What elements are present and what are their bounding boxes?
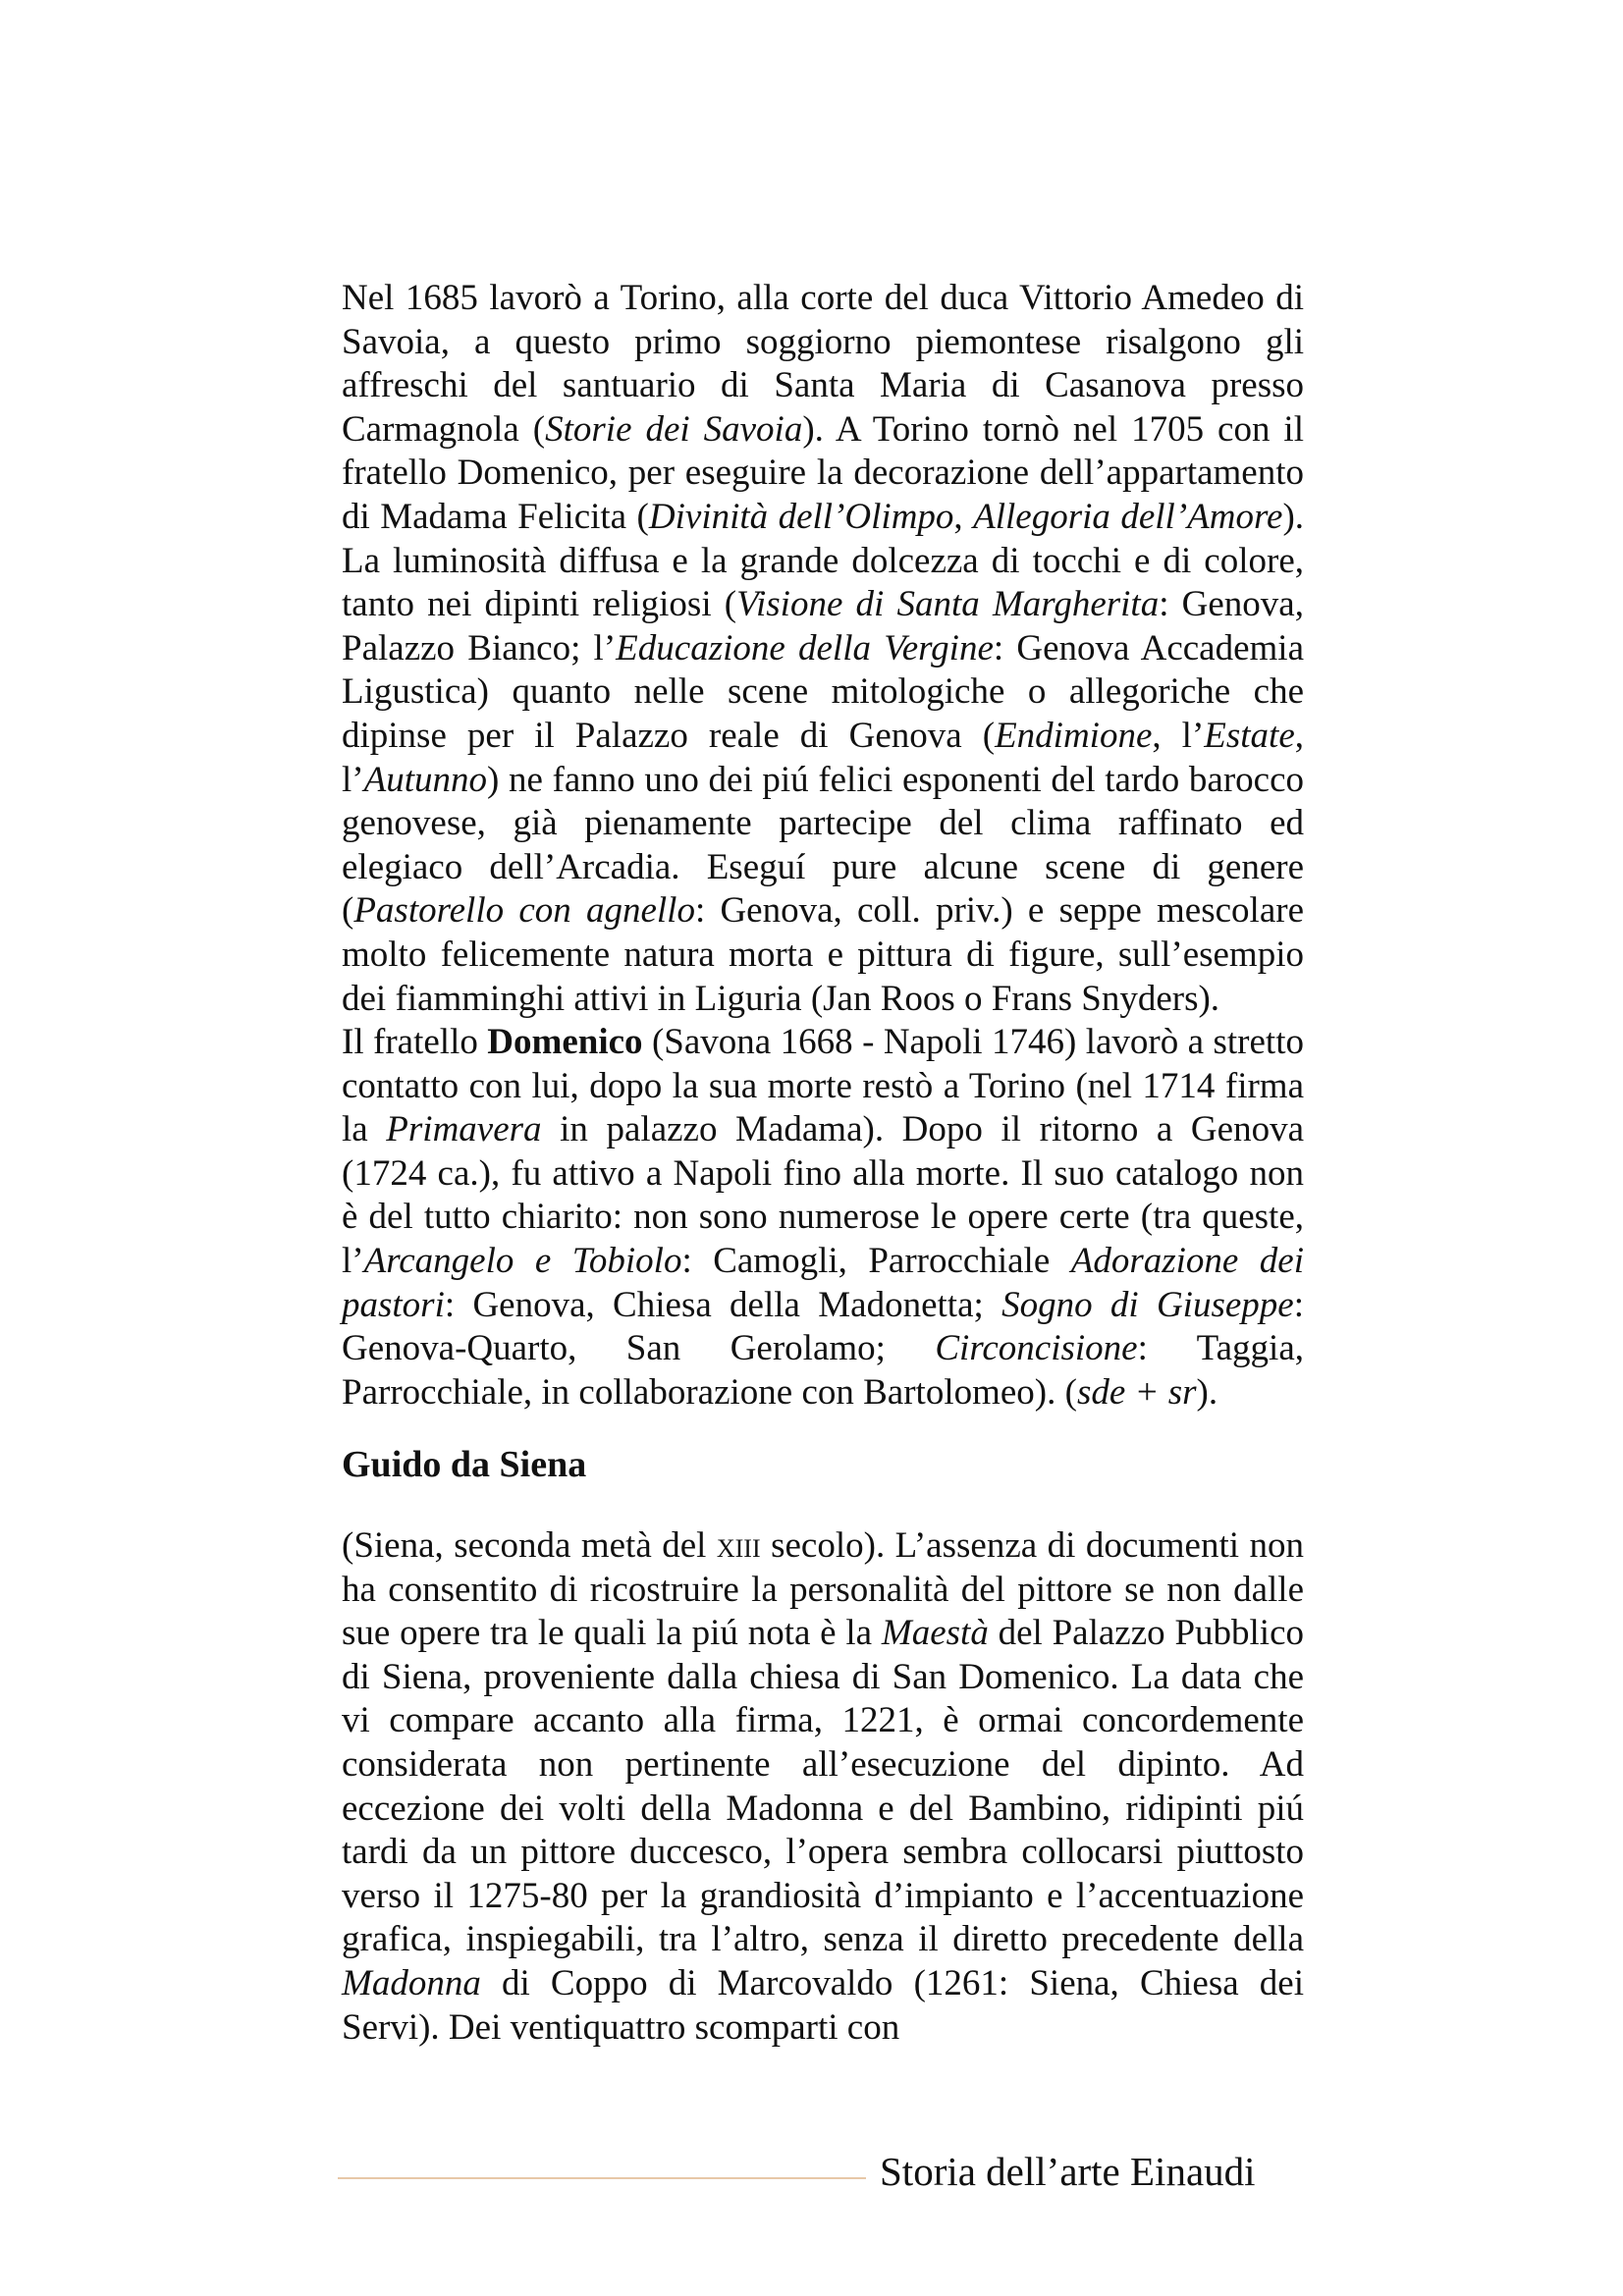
text-run: di Coppo di Marcovaldo (1261: Siena, Chiesa dei Servi). Dei ventiquattro scomparti con bbox=[342, 1962, 1304, 2048]
entry-heading: Guido da Siena bbox=[342, 1444, 587, 1486]
text-run: Il fratello bbox=[342, 1022, 488, 1063]
text-run: : Genova Accademia Ligustica) quanto nelle scene mitologiche o allegoriche che dipinse per il Palazzo reale di Genova ( bbox=[342, 627, 1305, 756]
text-run: , l’ bbox=[1152, 715, 1205, 756]
text-run: : Camogli, Parrocchiale bbox=[681, 1241, 1071, 1282]
artwork-title: Allegoria dell’Amore bbox=[973, 496, 1283, 537]
text-run: : Taggia, Parrocchiale, in collaborazione con Bartolomeo). ( bbox=[342, 1328, 1304, 1413]
artwork-title: Arcangelo e Tobiolo bbox=[363, 1241, 682, 1282]
text-run: : Genova, coll. priv.) e seppe mescolare molto felicemente natura morta e pittura di figure, sull’esempio dei fiamminghi attivi in Liguria (Jan Roos o Frans Snyders). bbox=[342, 890, 1305, 1019]
text-run: : Genova, Chiesa della Madonetta; bbox=[444, 1284, 1002, 1325]
paragraph-domenico bbox=[342, 1021, 1304, 1415]
person-name: Domenico bbox=[487, 1022, 643, 1063]
artwork-title: Maestà bbox=[881, 1613, 989, 1654]
author-initials: sde + sr bbox=[1076, 1371, 1197, 1413]
artwork-title: Circoncisione bbox=[935, 1328, 1138, 1369]
artwork-title: Divinità dell’Olimpo bbox=[648, 496, 954, 537]
text-run: ). bbox=[1196, 1371, 1218, 1413]
text-run: (Savona 1668 - Napoli 1746) lavorò a stretto contatto con lui, dopo la sua morte restò a Torino (nel 1714 firma la bbox=[342, 1022, 1304, 1150]
paragraph-guido-da-siena bbox=[342, 1524, 1304, 2050]
text-run: Nel 1685 lavorò a Torino, alla corte del duca Vittorio Amedeo di Savoia, a questo primo soggiorno piemontese risalgono gli affreschi del santuario di Santa Maria di Casanova presso Carmagnola ( bbox=[342, 278, 1304, 450]
artwork-title: Autunno bbox=[363, 759, 487, 800]
text-run: ) ne fanno uno dei piú felici esponenti del tardo barocco genovese, già pienamente partecipe del clima raffinato ed elegiaco dell’Arcadia. Eseguí pure alcune scene di genere ( bbox=[342, 759, 1304, 932]
text-run: : Genova, Palazzo Bianco; l’ bbox=[342, 584, 1304, 668]
text-run: secolo). L’assenza di documenti non ha consentito di ricostruire la personalità del pittore se non dalle sue opere tra le quali la piú nota è la bbox=[342, 1524, 1304, 1654]
text-run: (Siena, seconda metà del bbox=[342, 1524, 717, 1566]
artwork-title: Adorazione dei pastori bbox=[342, 1241, 1304, 1325]
text-run: in palazzo Madama). Dopo il ritorno a Genova (1724 ca.), fu attivo a Napoli fino alla morte. Il suo catalogo non è del tutto chiarito: non sono numerose le opere certe (tra queste, l’ bbox=[342, 1109, 1304, 1282]
text-run: ). La luminosità diffusa e la grande dolcezza di tocchi e di colore, tanto nei dipinti religiosi ( bbox=[342, 496, 1305, 625]
artwork-title: Primavera bbox=[386, 1109, 542, 1150]
text-run: : Genova-Quarto, San Gerolamo; bbox=[342, 1284, 1304, 1369]
artwork-title: Madonna bbox=[342, 1962, 481, 2003]
artwork-title: Visione di Santa Margherita bbox=[736, 584, 1160, 625]
text-run: , bbox=[953, 496, 974, 537]
footer-title: Storia dell’arte Einaudi bbox=[880, 2149, 1256, 2194]
artwork-title: Storie dei Savoia bbox=[545, 408, 803, 450]
footer-rule bbox=[338, 2177, 866, 2179]
text-run: ). A Torino tornò nel 1705 con il fratello Domenico, per eseguire la decorazione dell’appartamento di Madama Felicita ( bbox=[342, 408, 1304, 537]
paragraph-gregorio-works bbox=[342, 277, 1304, 1021]
text-run: , l’ bbox=[342, 715, 1305, 800]
artwork-title: Pastorello con agnello bbox=[353, 890, 695, 932]
text-run: del Palazzo Pubblico di Siena, proveniente dalla chiesa di San Domenico. La data che vi compare accanto alla firma, 1221, è ormai concordemente considerata non pertinente all’esecuzione del dipinto. Ad eccezione dei volti della Madonna e del Bambino, ridipinti piú tardi da un pittore duccesco, l’opera sembra collocarsi piuttosto verso il 1275-80 per la grandiosità d’impianto e l’accentuazione grafica, inspiegabili, tra l’altro, senza il diretto precedente della bbox=[342, 1613, 1304, 1960]
artwork-title: Endimione bbox=[995, 715, 1153, 756]
artwork-title: Educazione della Vergine bbox=[616, 627, 994, 668]
century-numeral: xiii bbox=[716, 1524, 761, 1566]
artwork-title: Estate bbox=[1204, 715, 1295, 756]
text-column bbox=[342, 277, 1304, 2050]
artwork-title: Sogno di Giuseppe bbox=[1001, 1284, 1294, 1325]
